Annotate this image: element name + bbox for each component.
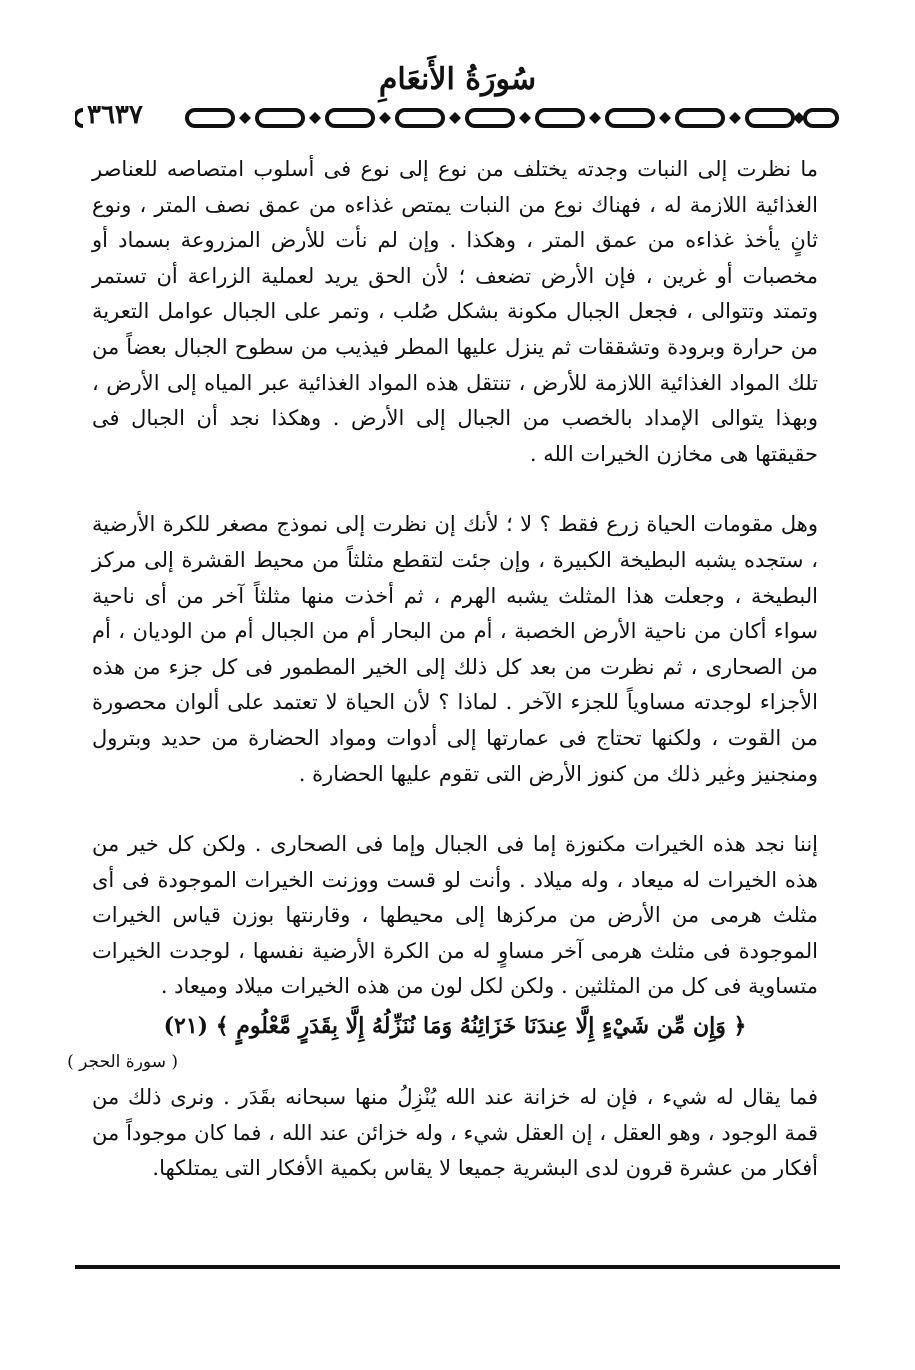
body-paragraph: فما يقال له شيء ، فإن له خزانة عند الله يُنْزِلُ منها سبحانه بقَدَر . ونرى ذلك من قمة الوجود ، وهو العقل ، إن العقل شيء ، وله خزائن عند الله ، فما كان موجوداً من أفكار من عشرة قرون لدى البشرية جميعا لا يقاس بكمية الأفكار التى يمتلكها. (92, 1085, 818, 1181)
page-body (67, 152, 818, 1187)
header-ornament-border (75, 100, 840, 132)
surah-title: سُورَةُ الأَنعَامِ (378, 62, 537, 97)
quran-verse: ﴿ وَإِن مِّن شَيْءٍ إِلَّا عِندَنَا خَزَائِنُهُ وَمَا نُنَزِّلُهُ إِلَّا بِقَدَرٍ مَّعْلُومٍ ﴾ (٢١) (163, 1013, 747, 1040)
body-paragraph: وهل مقومات الحياة زرع فقط ؟ لا ؛ لأنك إن نظرت إلى نموذج مصغر للكرة الأرضية ، ستجده يشبه البطيخة الكبيرة ، وإن جئت لتقطع مثلثاً من محيط القشرة إلى مركز البطيخة ، وجعلت هذا المثلث يشبه الهرم ، ثم أخذت منها مثلثاً آخر من أى ناحية سواء أكان من ناحية الأرض الخصبة ، أم من البحار أم من الجبال أم من الوديان ، أم من الصحارى ، ثم نظرت من بعد كل ذلك إلى الخير المطمور فى كل جزء من هذه الأجزاء لوجدته مساوياً للجزء الآخر . لماذا ؟ لأن الحياة لا تعتمد على ألوان محصورة من القوت ، ولكنها تحتاج فى عمارتها إلى أدوات ومواد الحضارة من حديد وبترول ومنجنيز وغير ذلك من كنوز الأرض التى تقوم عليها الحضارة . (92, 512, 818, 786)
verse-reference: ( سورة الحجر ) (67, 1051, 178, 1072)
page-number: ٣٦٣٧ (83, 100, 147, 130)
body-paragraph: ما نظرت إلى النبات وجدته يختلف من نوع إلى نوع فى أسلوب امتصاصه للعناصر الغذائية اللازمة له ، فهناك نوع من النبات يمتص غذاءه من عمق نصف المتر ، ونوع ثانٍ يأخذ غذاءه من عمق المتر ، وهكذا . وإن لم نأت للأرض المزروعة بسماد أو مخصبات أو غرين ، فإن الأرض تضعف ؛ لأن الحق يريد لعملية الزراعة أن تستمر وتمتد وتتوالى ، فجعل الجبال مكونة بشكل صُلب ، وتمر على الجبال عوامل التعرية من حرارة وبرودة وتشققات ثم ينزل عليها المطر فيذيب من سطوح الجبال بعضاً من تلك المواد الغذائية اللازمة للأرض ، تنتقل هذه المواد الغذائية عبر المياه إلى الأرض ، وبهذا يتوالى الإمداد بالخصب من الجبال إلى الأرض . وهكذا نجد أن الجبال فى حقيقتها هى مخازن الخيرات الله . (92, 157, 818, 466)
body-paragraph: إننا نجد هذه الخيرات مكنوزة إما فى الجبال وإما فى الصحارى . ولكن كل خير من هذه الخيرات له ميعاد ، وله ميلاد . وأنت لو قست ووزنت الخيرات الموجودة فى أى مثلث هرمى من الأرض من مركزها إلى محيطها ، وقارنتها بوزن قياس الخيرات الموجودة فى مثلث هرمى آخر مساوٍ له من الكرة الأرضية نفسها ، لوجدت الخيرات متساوية فى كل من المثلثين . ولكن لكل لون من هذه الخيرات ميلاد وميعاد . (92, 832, 818, 999)
ornament-chain-icon (75, 104, 840, 132)
footer-rule (75, 1265, 840, 1269)
